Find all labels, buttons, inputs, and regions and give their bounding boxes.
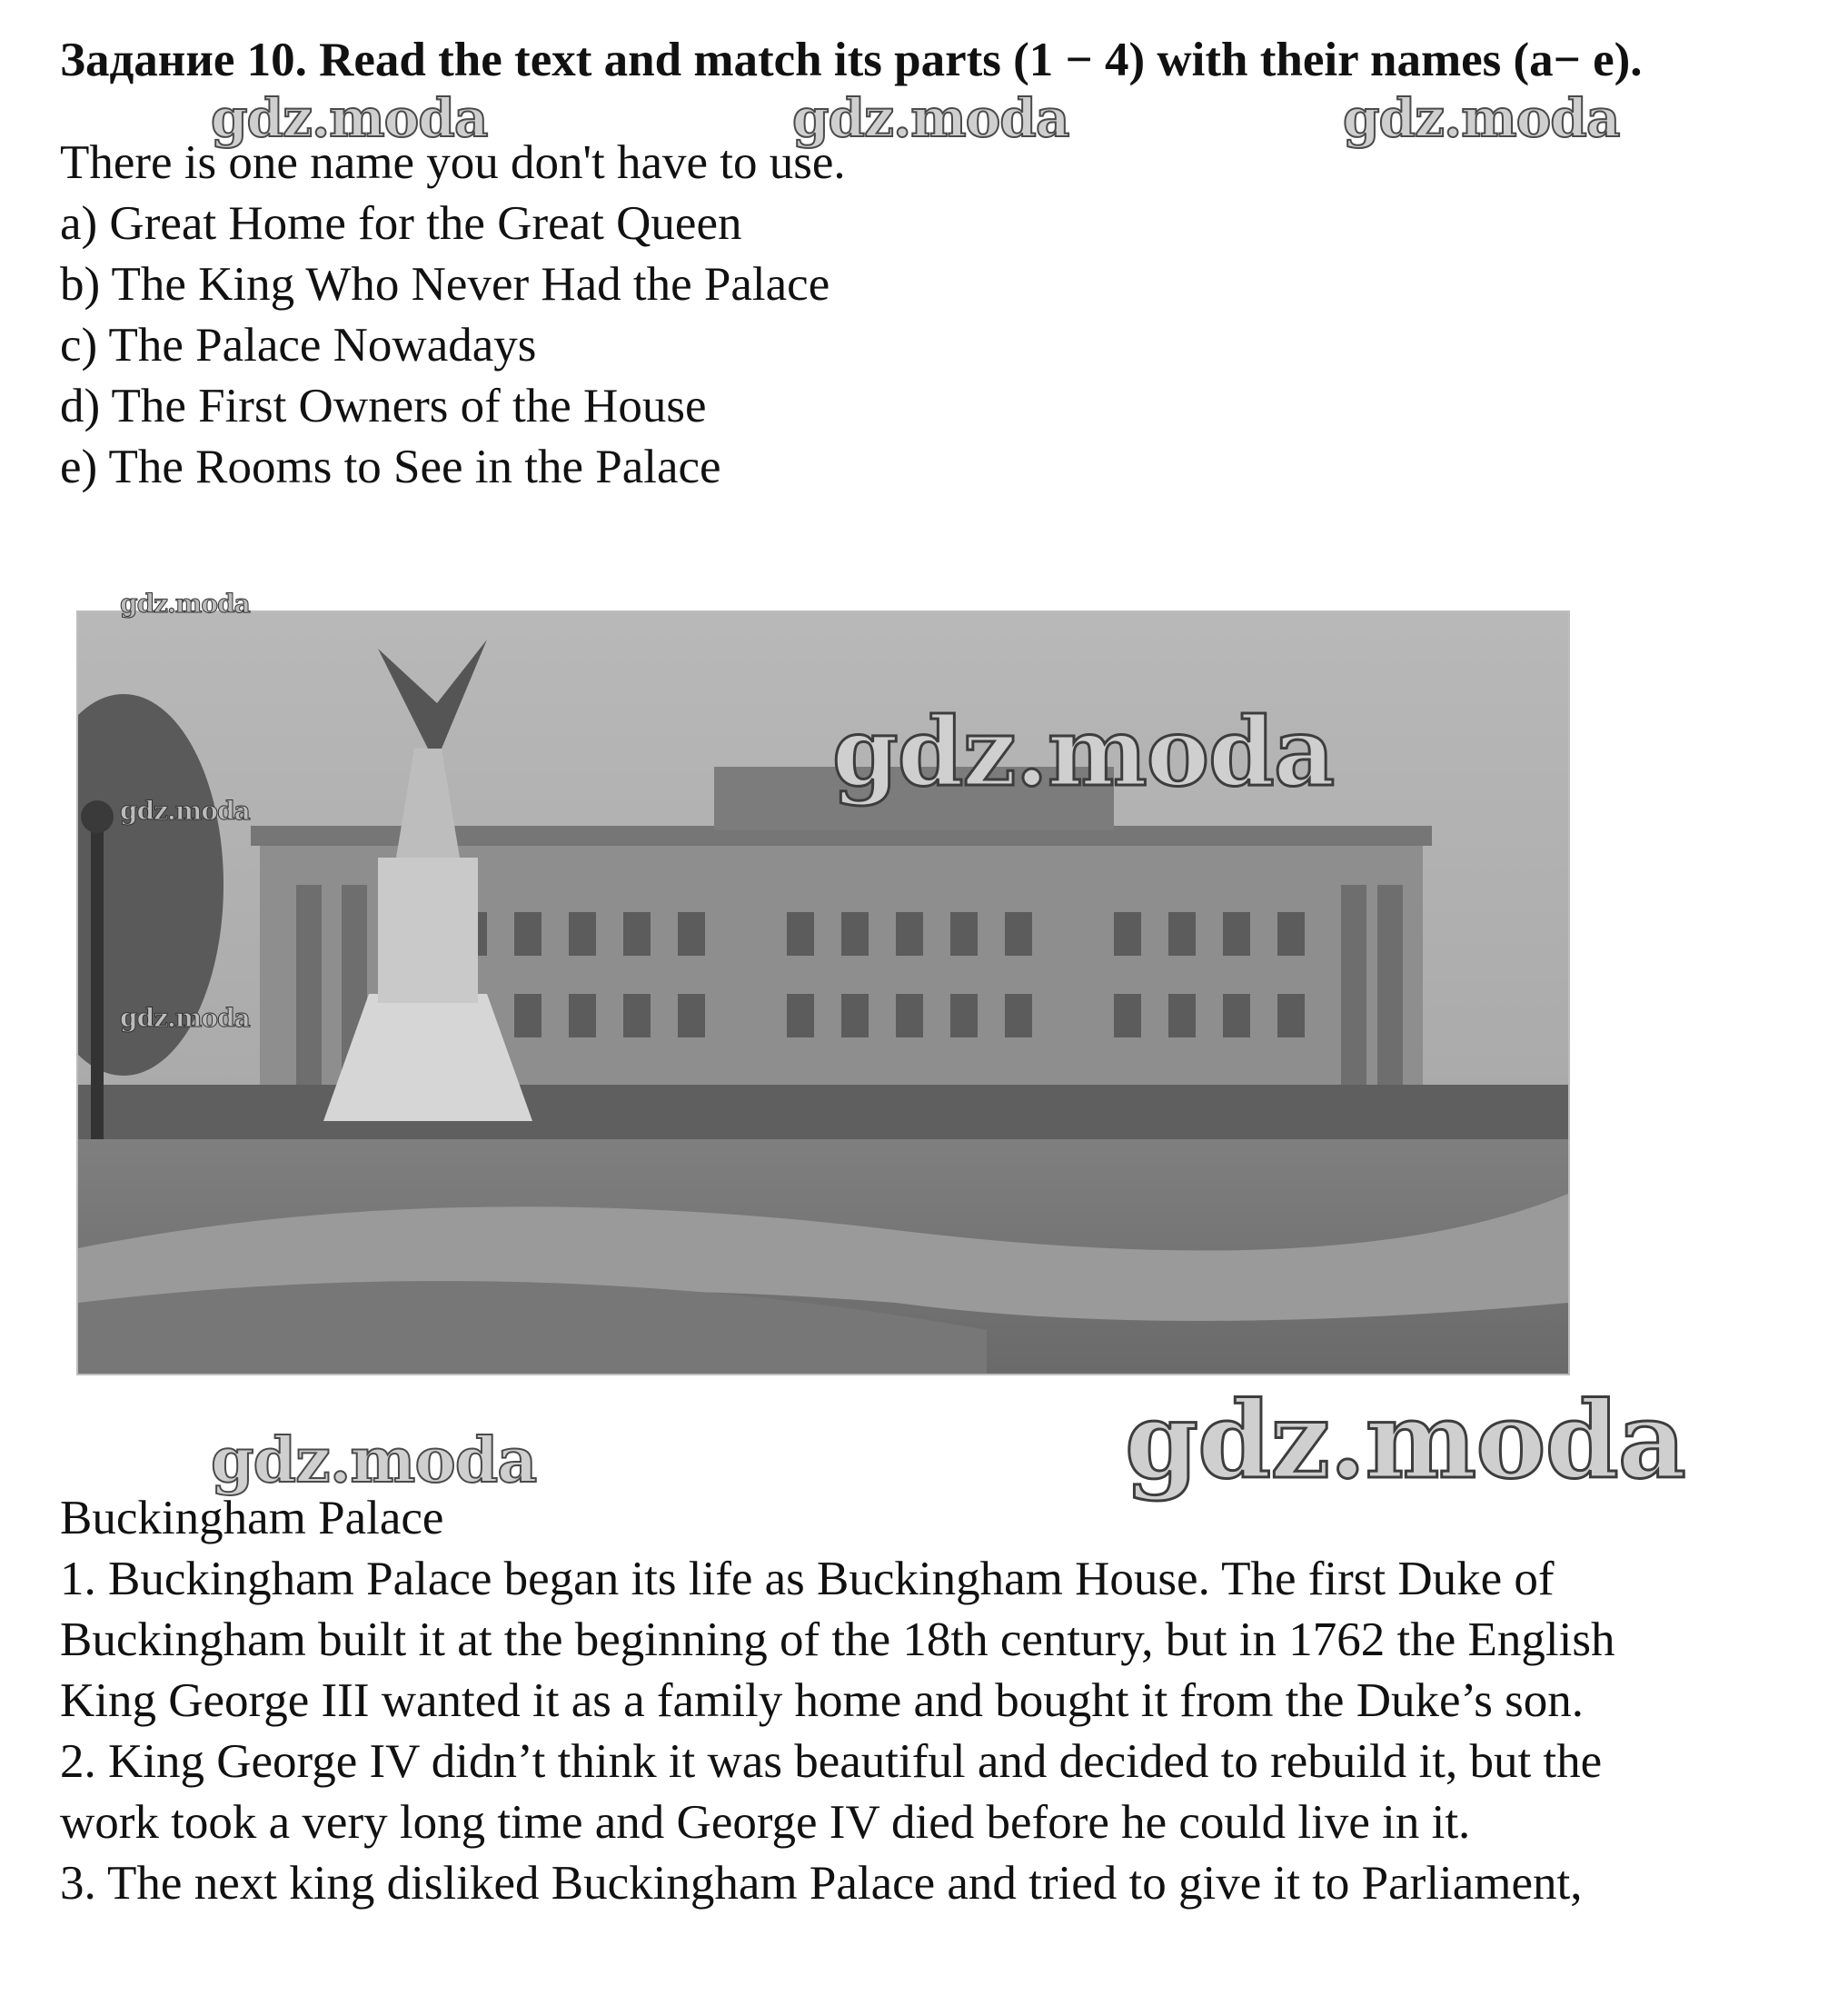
watermark: gdz.moda xyxy=(120,1003,250,1033)
option-e: e) The Rooms to See in the Palace xyxy=(60,441,721,493)
article-line: 3. The next king disliked Buckingham Palace and tried to give it to Parliament, xyxy=(60,1857,1583,1910)
palace-photo xyxy=(76,610,1570,1375)
watermark: gdz.moda xyxy=(832,696,1335,808)
article-line: King George III wanted it as a family home and bought it from the Duke’s son. xyxy=(60,1674,1584,1727)
watermark: gdz.moda xyxy=(120,589,250,619)
article-line: 1. Buckingham Palace began its life as Buckingham House. The first Duke of xyxy=(60,1553,1555,1605)
watermark: gdz.moda xyxy=(211,1424,537,1497)
article xyxy=(60,1488,1786,1914)
article-line: 2. King George IV didn’t think it was beautiful and decided to rebuild it, but the xyxy=(60,1735,1603,1788)
palace-illustration xyxy=(78,612,1568,1374)
fence xyxy=(78,1085,1568,1139)
option-b: b) The King Who Never Had the Palace xyxy=(60,258,830,311)
option-a: a) Great Home for the Great Queen xyxy=(60,197,742,250)
task-intro xyxy=(60,133,1786,498)
option-d: d) The First Owners of the House xyxy=(60,380,707,432)
watermark: gdz.moda xyxy=(1125,1379,1685,1503)
watermark: gdz.moda xyxy=(120,796,250,826)
watermark: gdz.moda xyxy=(792,87,1069,149)
option-c: c) The Palace Nowadays xyxy=(60,319,537,372)
article-line: Buckingham built it at the beginning of the 18th century, but in 1762 the English xyxy=(60,1613,1615,1666)
watermark: gdz.moda xyxy=(1343,87,1620,149)
task-instruction: There is one name you don't have to use. xyxy=(60,136,846,189)
task-title: Задание 10. Read the text and match its parts (1 − 4) with their names (a− e). xyxy=(60,34,1643,86)
article-line: work took a very long time and George IV died before he could live in it. xyxy=(60,1796,1471,1849)
article-heading: Buckingham Palace xyxy=(60,1492,444,1544)
watermark: gdz.moda xyxy=(211,87,488,149)
